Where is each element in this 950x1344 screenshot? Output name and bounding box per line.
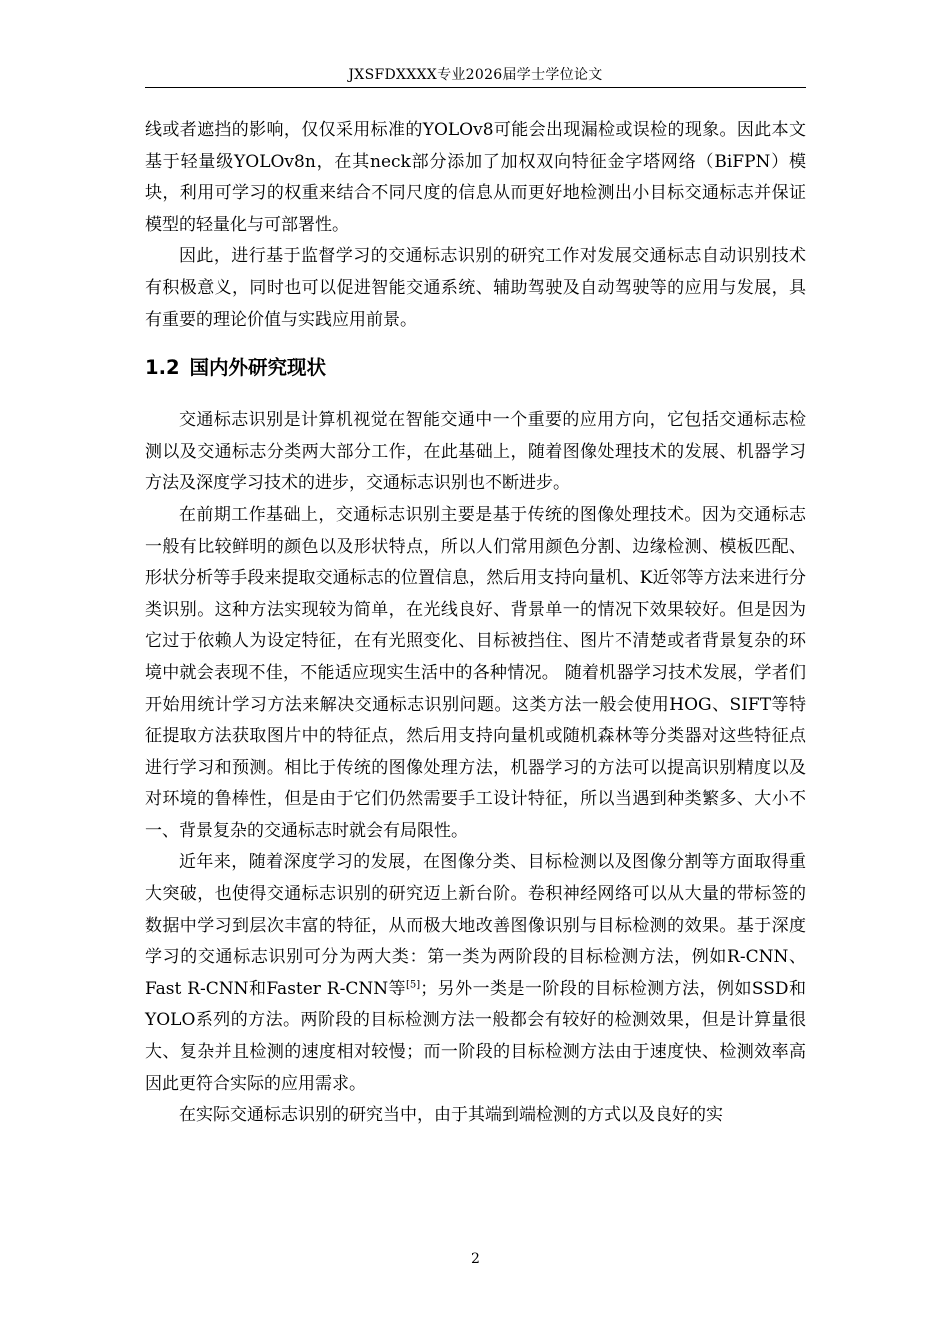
paragraph-deep-learning-part-1: 近年来，随着深度学习的发展，在图像分类、目标检测以及图像分割等方面取得重大突破，也使得交通标志识别的研究迈上新台阶。卷积神经网络可以从大量的带标签的数据中学习到层次丰富的特征，从而极大地改善图像识别与目标检测的效果。基于深度学习的交通标志识别可分为两大类：第一类为两阶段的目标检测方法，例如R-CNN、Fast R-CNN和Faster R-CNN等 xyxy=(145,852,806,999)
running-header: JXSFDXXXX专业2026届学士学位论文 xyxy=(348,67,603,83)
paragraph-significance: 因此，进行基于监督学习的交通标志识别的研究工作对发展交通标志自动识别技术有积极意义，同时也可以促进智能交通系统、辅助驾驶及自动驾驶等的应用与发展，具有重要的理论价值与实践应用前景。 xyxy=(145,246,806,330)
citation-marker: [5] xyxy=(406,979,421,991)
paragraph-traditional-methods: 在前期工作基础上，交通标志识别主要是基于传统的图像处理技术。因为交通标志一般有比较鲜明的颜色以及形状特点，所以人们常用颜色分割、边缘检测、模板匹配、形状分析等手段来提取交通标志的位置信息，然后用支持向量机、K近邻等方法来进行分类识别。这种方法实现较为简单，在光线良好、背景单一的情况下效果较好。但是因为它过于依赖人为设定特征，在有光照变化、目标被挡住、图片不清楚或者背景复杂的环境中就会表现不佳，不能适应现实生活中的各种情况。 随着机器学习技术发展，学者们开始用统计学习方法来解决交通标志识别问题。这类方法一般会使用HOG、SIFT等特征提取方法获取图片中的特征点，然后用支持向量机或随机森林等分类器对这些特征点进行学习和预测。相比于传统的图像处理方法，机器学习的方法可以提高识别精度以及对环境的鲁棒性，但是由于它们仍然需要手工设计特征，所以当遇到种类繁多、大小不一、背景复杂的交通标志时就会有局限性。 xyxy=(145,504,806,841)
paragraph-deep-learning-part-2: ；另外一类是一阶段的目标检测方法，例如SSD和YOLO系列的方法。两阶段的目标检测方法一般都会有较好的检测效果，但是计算量很大、复杂并且检测的速度相对较慢；而一阶段的目标检测方法由于速度快、检测效率高因此更符合实际的应用需求。 xyxy=(145,978,807,1094)
body-text xyxy=(145,115,806,1132)
section-number: 1.2 xyxy=(145,356,180,380)
paragraph-deep-learning xyxy=(145,847,806,1100)
paragraph-continued: 线或者遮挡的影响，仅仅采用标准的YOLOv8可能会出现漏检或误检的现象。因此本文基于轻量级YOLOv8n，在其neck部分添加了加权双向特征金字塔网络（BiFPN）模块，利用可学习的权重来结合不同尺度的信息从而更好地检测出小目标交通标志并保证模型的轻量化与可部署性。 xyxy=(145,120,806,235)
section-title: 国内外研究现状 xyxy=(189,356,327,380)
section-heading xyxy=(145,353,806,383)
paragraph-overview: 交通标志识别是计算机视觉在智能交通中一个重要的应用方向，它包括交通标志检测以及交通标志分类两大部分工作，在此基础上，随着图像处理技术的发展、机器学习方法及深度学习技术的进步，交通标志识别也不断进步。 xyxy=(145,410,806,494)
paragraph-practical-research: 在实际交通标志识别的研究当中，由于其端到端检测的方式以及良好的实 xyxy=(179,1105,723,1126)
page-number: 2 xyxy=(471,1251,480,1267)
header-rule xyxy=(145,87,806,88)
